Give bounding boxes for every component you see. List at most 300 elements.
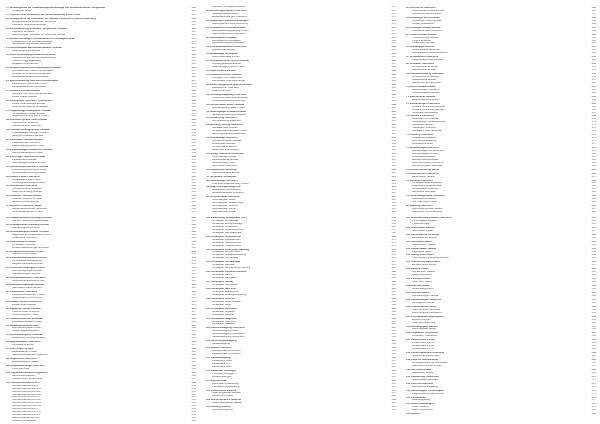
toc-entry-title: Massepunkte Innenraum [212,353,241,356]
toc-entry-page: 387 [591,175,596,178]
toc-entry [206,211,396,212]
toc-entry-page: 552 [591,315,596,318]
toc-entry-page: 281 [391,42,396,45]
toc-entry-title: 116 Reparatur Leitungen [206,369,237,372]
toc-entry-title: Übersicht Aggregatelager [12,60,42,63]
toc-entry-page: 374 [591,134,596,137]
toc-entry-title: Schaltplan Anlasser [212,310,235,313]
toc-entry-title: Stichwortverzeichnis S [12,408,39,411]
toc-entry [406,230,596,233]
toc-entry-title: Motorsteuerung Einbau Verdichter [12,43,52,46]
toc-entry-title: Türdichtung Einbau [412,42,435,45]
toc-entry-title: 25 Ölwanne Ausbau Einbau [6,89,40,92]
toc-entry-page: 291 [391,77,396,80]
toc-entry-title: 47 Kombiinstrument Ausbau [206,74,242,77]
toc-entry-title: Hochdruckpumpe Ausbau [12,270,42,273]
toc-entry-title: Flansch Übersicht Abgasanlage [12,219,49,222]
toc-entry-page: 252 [191,161,196,164]
toc-entry [406,23,596,26]
toc-entry-page: 495 [391,320,396,323]
toc-entry-title: 84 Hydrostößel Ersetzen [6,240,37,243]
toc-entry-title: Lenkgetriebe Ausbau [412,137,437,140]
toc-entry [406,99,596,102]
toc-entry-page: 361 [591,91,596,94]
toc-entry-page: 248 [191,148,196,151]
toc-entry-title: Kurbelwelle Lager Prüfen [12,178,42,181]
toc-entry-page: 315 [391,155,396,158]
toc-entry-page: 208 [191,17,196,20]
toc-entry [406,295,596,298]
toc-entry-title: Schaltplan Zündanlage [212,219,239,222]
toc-entry-title: Schaltplan Einparkhilfe [212,290,239,293]
toc-entry-title: 34 Kolben Pleuel Übersicht [6,175,40,178]
toc-entry-page: 264 [191,201,196,204]
toc-entry-page: 486 [391,290,396,293]
toc-entry-page: 397 [591,208,596,211]
toc-entry-page: 411 [191,257,196,260]
toc-entry-title: 27 Abgasanlage Katalysator Ausbau [6,109,51,112]
toc-entry-title: ATF Wechseln Prüfen [412,201,438,204]
toc-entry-title: Rücksitzbank Übersicht [412,88,440,91]
toc-entry-title: 48 Radio Navigationssystem Ausbau [206,83,252,86]
toc-entry-page: 433 [191,330,196,333]
toc-entry-page: 305 [391,124,396,127]
toc-entry-title: Mittelkonsole Einbau [412,78,436,81]
toc-entry-title: Klimakompressor Ausbau [212,140,242,143]
toc-entry-title: Differenzdrucksensor Prüfen [12,293,45,296]
toc-entry-title: Abgasrückführung Ventil Prüfen [12,115,49,118]
toc-entry-title: 73 Fahrwerk Übersicht [406,115,434,118]
toc-entry-page: 540 [591,274,596,277]
toc-entry-page: 561 [591,345,596,348]
toc-entry-page: 251 [191,158,196,161]
toc-entry-title: Gebläsemotor Ausbau [212,127,238,130]
toc-entry-page: 285 [391,56,396,59]
toc-entry-title: Stromlaufplan Klima [212,208,236,211]
toc-entry-page: 560 [591,342,596,345]
toc-entry-title: Kältemittel Füllmengen [212,148,239,151]
toc-entry-title: Ladeluftkühler Übersicht [12,142,40,145]
toc-entry-page: 259 [191,185,196,188]
toc-entry-title: Türverkleidung Ausbau [412,36,439,39]
toc-entry-title: Stichwortverzeichnis L-M [12,399,41,402]
toc-entry-page: 279 [391,36,396,39]
toc-entry-page: 205 [191,7,196,9]
toc-entry-title: Schaltplan Sitzheizung [212,257,239,260]
toc-entry-page: 266 [191,208,196,211]
toc-entry-page: 522 [391,409,396,412]
toc-entry-page: 368 [591,115,596,118]
toc-entry-title: 63 Stoßfänger vorn Ausbau [406,16,440,19]
toc-entry-page: 556 [591,328,596,331]
toc-entry [6,34,196,37]
toc-entry-title: Index Tabellen [412,406,429,409]
toc-entry-page: 518 [391,395,396,398]
toc-entry-title: Armaturenbrett Ausbau [412,76,439,79]
toc-entry [6,368,196,371]
toc-entry-title: 111 Schaltplan Diagnose [206,317,237,320]
toc-entry-title: Einspritzdruck Werte [412,264,436,267]
toc-entry-page: 401 [191,223,196,226]
toc-entry-title: 70 Sitze Ausbau Einbau [406,85,436,88]
toc-entry-page: 482 [391,277,396,280]
toc-entry-page: 377 [591,143,596,146]
toc-entry-page: 549 [591,305,596,308]
toc-entry-title: Abkürzungsverzeichnis [12,417,39,420]
toc-entry-page: 260 [191,188,196,191]
toc-entry-page: 206 [191,9,196,12]
toc-entry-title: 144 Pannenhilfe [406,396,426,399]
toc-entry-title: Luftmassenmesser Prüfen [12,320,43,323]
toc-entry-page: 280 [391,39,396,42]
toc-entry-page: 339 [591,19,596,22]
toc-entry-title: Stromlaufplan Motor [212,199,236,202]
toc-entry-page: 229 [191,85,196,88]
toc-entry-title: Ausgleichsbehälter Einbau [12,263,43,266]
toc-entry-page: 226 [191,76,196,79]
toc-entry-page: 416 [191,273,196,276]
toc-entry-title: Stichwortverzeichnis I-K [12,396,40,399]
toc-entry-page: 364 [591,102,596,105]
toc-entry-page: 261 [191,191,196,194]
toc-entry-title: Messwerteblöcke Übersicht [212,192,244,195]
toc-entry-page: 213 [191,33,196,36]
toc-entry-page: 217 [191,47,196,50]
toc-entry-title: Warnblinkanlage Prüfen [212,56,240,59]
toc-entry-title: Stromlaufplan Komfort [212,205,238,208]
toc-entry-title: Stichwortverzeichnis B [12,384,39,387]
toc-entry [6,247,196,250]
toc-entry-title: Schaltgestänge Einstellen [412,182,442,185]
toc-entry-page: 507 [391,359,396,362]
toc-entry-title: 115 Kabelverlegung [206,356,231,359]
toc-entry-page: 351 [591,59,596,62]
toc-entry-title: Wählhebel Einstellen [412,198,437,201]
toc-entry-page: 381 [591,155,596,158]
toc-entry-title: 134 Flüssigkeiten Spezifikation [406,315,445,318]
toc-entry-title: Kabelbaum Heck [212,365,232,368]
toc-entry-title: 103 Schaltplan Scheinwerfer [206,235,242,238]
toc-entry-page: 512 [391,375,396,378]
toc-entry-page: 499 [391,333,396,336]
toc-entry-title: 71 Dachhimmel Ausbau [406,95,436,98]
toc-entry-title: 129 Fahrwerk Daten [406,278,431,281]
toc-entry-title: 91 AdBlue System Übersicht [6,300,42,303]
toc-entry-title: Symbole Legende [212,409,233,412]
toc-entry-page: 448 [191,381,196,384]
toc-entry [406,386,596,389]
toc-entry [6,191,196,194]
toc-entry-title: 65 Türen Ausbau Einbau [406,33,437,36]
toc-entry-page: 566 [591,361,596,364]
toc-entry [6,106,196,109]
toc-entry-page: 449 [191,384,196,387]
toc-entry-title: 32 Motorlager Übersicht Einbau [6,155,46,158]
toc-entry-title: Schalldämpfer Halter Einbau [12,112,46,115]
toc-entry-title: 139 Zubehör Nachrüstung [406,359,439,362]
toc-entry-title: 128 Elektrik Daten [406,268,429,271]
toc-entry-title: Schaltplan Kühlerlüfter [212,225,239,228]
toc-entry-page: 338 [591,16,596,19]
toc-entry-page: 413 [191,263,196,266]
toc-entry-page: 230 [191,89,196,92]
toc-entry-title: 95 Motorsteuergerät Codieren [6,334,43,337]
toc-entry-title: Magnetventil Nockenwelle Prüfen [12,233,51,236]
toc-entry-page: 383 [591,161,596,164]
toc-entry-page: 541 [591,278,596,281]
toc-entry-page: 417 [191,277,196,280]
toc-entry-title: Kühlmittelschläuche Schaltplan [12,105,48,108]
toc-entry-title: Heizungsregelung Bedienteil [212,133,246,136]
toc-entry-page: 234 [191,102,196,105]
toc-entry-page: 422 [191,293,196,296]
toc-entry-page: 376 [591,140,596,143]
toc-entry-title: 80 Wartung Übersicht [406,205,433,208]
toc-entry-page: 258 [191,181,196,184]
toc-entry-title: Antenne Einbau [212,89,231,92]
toc-entry-title: 77 Räder Reifen Übersicht [406,172,439,175]
toc-entry-title: 101 Stichwortverzeichnis A [6,381,40,384]
toc-entry-page: 382 [591,158,596,161]
toc-entry [6,86,196,89]
toc-entry-title: Steckerbelegung Innenraum [212,336,245,339]
toc-entry-title: 22 Motor Abdeckung Ausbau Kühlmittel [6,54,56,57]
toc-entry-title: Bremslichtschalter Prüfen [12,327,42,330]
toc-entry-title: Lagerspiel Werte [412,250,432,253]
toc-entry-page: 435 [191,337,196,340]
toc-entry [6,145,196,148]
toc-entry-title: Steuerkette Übersicht [12,236,37,239]
toc-entry [206,149,396,152]
toc-entry-title: Kraftstoffleitung Übersicht [12,125,42,128]
toc-entry-page: 380 [591,152,596,155]
toc-entry-page: 322 [391,179,396,182]
toc-entry-page: 544 [591,288,596,291]
toc-entry [406,82,596,85]
toc-entry-page: 485 [391,287,396,290]
toc-entry-page: 371 [591,124,596,127]
toc-entry-title: Kupplungspedalschalter [12,330,40,333]
toc-entry-title: 23 Einspritzventile Motorsteuergerät Ausbau [6,67,61,70]
toc-entry-page: 308 [391,133,396,136]
toc-entry-page: 481 [391,274,396,277]
toc-entry-title: 30 Turbolader Ausbau Einbau [6,139,43,142]
toc-entry-title: Glühzeitsteuergerät Prüfen [12,151,43,154]
toc-entry [206,376,396,379]
toc-entry-page: 324 [391,186,396,189]
toc-entry-page: 358 [591,81,596,84]
toc-entry-page: 357 [591,78,596,81]
toc-entry-title: Schaltplan Hupe [212,303,232,306]
toc-entry-title: 131 Getriebe Daten [406,291,430,294]
toc-entry-title: 51 Außenspiegel Ausbau Einbau [206,110,247,113]
toc-entry-title: 123 Einstellwerte Zündung [406,233,439,236]
toc-entry-title: Drehmomente Karosserie [412,311,442,314]
toc-entry-title: Drehmomente Fahrwerk [412,308,440,311]
toc-entry [406,264,596,267]
toc-entry-title: 107 Schaltplan Airbag [206,281,234,284]
toc-entry-page: 408 [191,246,196,249]
toc-entry-page: 418 [191,280,196,283]
toc-entry-page: 508 [391,362,396,365]
toc-entry-title: Schaltplan Nebelleuchten [212,241,242,244]
toc-entry-page: 366 [591,108,596,111]
toc-entry-page: 525 [591,222,596,225]
toc-entry-title: Abgaskrümmer Einbau [12,63,39,66]
toc-entry-page: 504 [391,350,396,353]
toc-entry-title: 146 Notizen [406,413,421,416]
toc-entry-page: 341 [591,26,596,29]
toc-entry-title: Stichwortverzeichnis C-D [12,387,41,390]
toc-entry-page: 547 [591,298,596,301]
toc-entry-title: Drosselklappe Reinigen Prüfen [12,132,48,135]
toc-entry-page: 404 [191,233,196,236]
toc-entry-title: Kabelbaum Motor [212,359,233,362]
toc-entry-page: 244 [191,135,196,138]
toc-entry-page: 236 [191,109,196,112]
toc-entry-title: Getriebelager Ausbau Einbau [12,161,46,164]
toc-entry-page: 314 [391,152,396,155]
toc-entry-page: 400 [191,219,196,222]
toc-entry-page: 456 [191,405,196,408]
toc-entry-title: Lenksäule Einbau [412,143,433,146]
toc-entry-page: 409 [191,250,196,253]
toc-entry [206,56,396,59]
toc-entry-title: Steckerbelegung Motor [212,330,239,333]
toc-entry [406,59,596,62]
toc-page-6 [406,216,596,422]
toc-entry-page: 454 [191,399,196,402]
toc-entry-page: 472 [391,244,396,247]
toc-entry [206,90,396,93]
toc-entry-title: Emissionswerte Tabelle [12,360,40,363]
toc-entry-page: 511 [391,372,396,375]
toc-entry-page: 313 [391,148,396,151]
toc-entry-page: 310 [391,140,396,143]
toc-entry-page: 551 [591,311,596,314]
toc-entry-page: 494 [391,317,396,320]
toc-entry-page: 487 [391,293,396,296]
toc-entry-title: 92 Injektoren Diesel Ausbau [6,307,41,310]
toc-entry-page: 231 [191,92,196,95]
toc-entry-title: 76 Achsvermessung Werte [406,168,440,171]
toc-entry [206,277,396,280]
toc-entry-page: 247 [191,145,196,148]
toc-entry-title: Ladedruckregelventil Prüfen [12,145,45,148]
toc-entry-title: Frontscheibe Ersetzen [412,66,438,69]
toc-entry-page: 463 [391,217,396,219]
toc-entry-page: 546 [591,294,596,297]
toc-entry-page: 474 [391,251,396,254]
toc-entry-title: Tankentlüftungsventil Prüfen [12,280,45,283]
toc-entry-page [592,211,596,212]
toc-entry-title: Batteriesensor Prüfen [12,351,38,354]
toc-entry [206,232,396,235]
toc-entry [6,227,196,230]
toc-entry-title: Antriebswelle Ersetzen [412,188,439,191]
toc-entry-page: 330 [391,205,396,208]
toc-entry [406,413,596,416]
toc-entry-title: 86 Kühlmittelthermostat Ersetzen [6,257,48,260]
toc-entry-title: 125 Kolbenmaße Tabelle [406,247,437,250]
toc-entry-title: 90 Partikelfilter Übersicht [6,290,38,293]
toc-entry [6,337,196,340]
toc-entry-title: Nockenwellensensor Ersetzen [12,208,47,211]
toc-entry-title: Ventildeckel Dichtung Einbau [12,171,46,174]
toc-entry-title: Widerstandswerte Tabelle [212,402,242,405]
toc-entry-title: Schaltplan Waschanlage [212,300,241,303]
toc-entry-title: A-Säule Verkleidung Ausbau [412,105,445,108]
toc-entry-title: 94 Gaspedalmodul Einbau [6,324,39,327]
toc-entry-page: 325 [391,189,396,192]
toc-entry-page: 443 [191,364,196,367]
toc-entry-page: 436 [191,341,196,344]
toc-entry-title: Seitenairbag Prüfen [212,161,235,164]
toc-entry-title [12,211,43,212]
toc-entry [206,343,396,346]
toc-entry-page: 423 [191,296,196,299]
toc-entry-page: 249 [191,151,196,154]
toc-entry-title: 119 Komponenten Prüfwerte [206,399,242,402]
toc-entry [406,52,596,55]
toc-entry-title: Wartungsplan Diesel [412,328,436,331]
toc-entry-page: 542 [591,281,596,284]
toc-entry-page: 284 [391,53,396,56]
toc-entry-page: 531 [591,243,596,246]
toc-entry-page: 329 [391,202,396,205]
toc-entry-page: 331 [391,208,396,211]
toc-entry-title: 106 Schaltplan Kombiinstrument [206,271,247,274]
toc-entry-title: ABS Steuergerät Übersicht [412,161,444,164]
toc-entry-page: 288 [391,66,396,69]
toc-entry-page: 379 [591,149,596,152]
toc-entry-title: Bremsbeläge vorn Ersetzen [412,149,445,152]
toc-entry-page: 576 [591,396,596,399]
toc-entry-page: 519 [391,399,396,402]
toc-entry-page: 407 [191,243,196,246]
toc-entry-page: 215 [191,40,196,43]
toc-entry-page: 467 [391,228,396,231]
toc-entry-title: 132 Abmessungen Gewichte [406,298,442,301]
toc-entry-page: 256 [191,175,196,178]
toc-entry [6,237,196,240]
toc-entry-page: 210 [191,23,196,26]
toc-entry-page: 453 [191,396,196,399]
toc-entry-page: 265 [191,205,196,208]
toc-entry-title: 37 Sensoren Übersicht Motor [6,205,43,208]
toc-entry-title: Verschleißgrenzen [412,288,434,291]
toc-entry-title: 109 Schaltplan Wischer [206,297,235,300]
toc-entry-title: Ölfilter Halter Ausbau [12,95,37,98]
toc-entry-page: 538 [591,268,596,271]
toc-entry-page: 579 [591,406,596,409]
toc-entry-page: 478 [391,264,396,267]
toc-entry-title: Bremsflüssigkeit Wechseln [412,164,443,167]
toc-entry-page: 459 [191,414,196,417]
toc-entry-title: Heckklappenschloss Einstellen [412,52,448,55]
toc-entry-title: Kupplung Ausbau Einbau [412,185,442,188]
toc-entry-title: 44 Blinkanlage Schaltplan [206,53,239,56]
toc-entry-title: Hohlraumversiegelung [412,385,438,388]
toc-entry-page: 477 [391,261,396,264]
toc-entry-page: 275 [391,22,396,25]
toc-entry-title: Pendelstütze Ausbau [12,158,37,161]
toc-entry-title: Glühlampen Tabelle [412,271,435,274]
toc-entry-page: 222 [191,63,196,66]
toc-entry-title: Übersicht Ventilator [12,30,35,33]
toc-entry-page: 500 [391,336,396,339]
toc-entry [406,244,596,247]
